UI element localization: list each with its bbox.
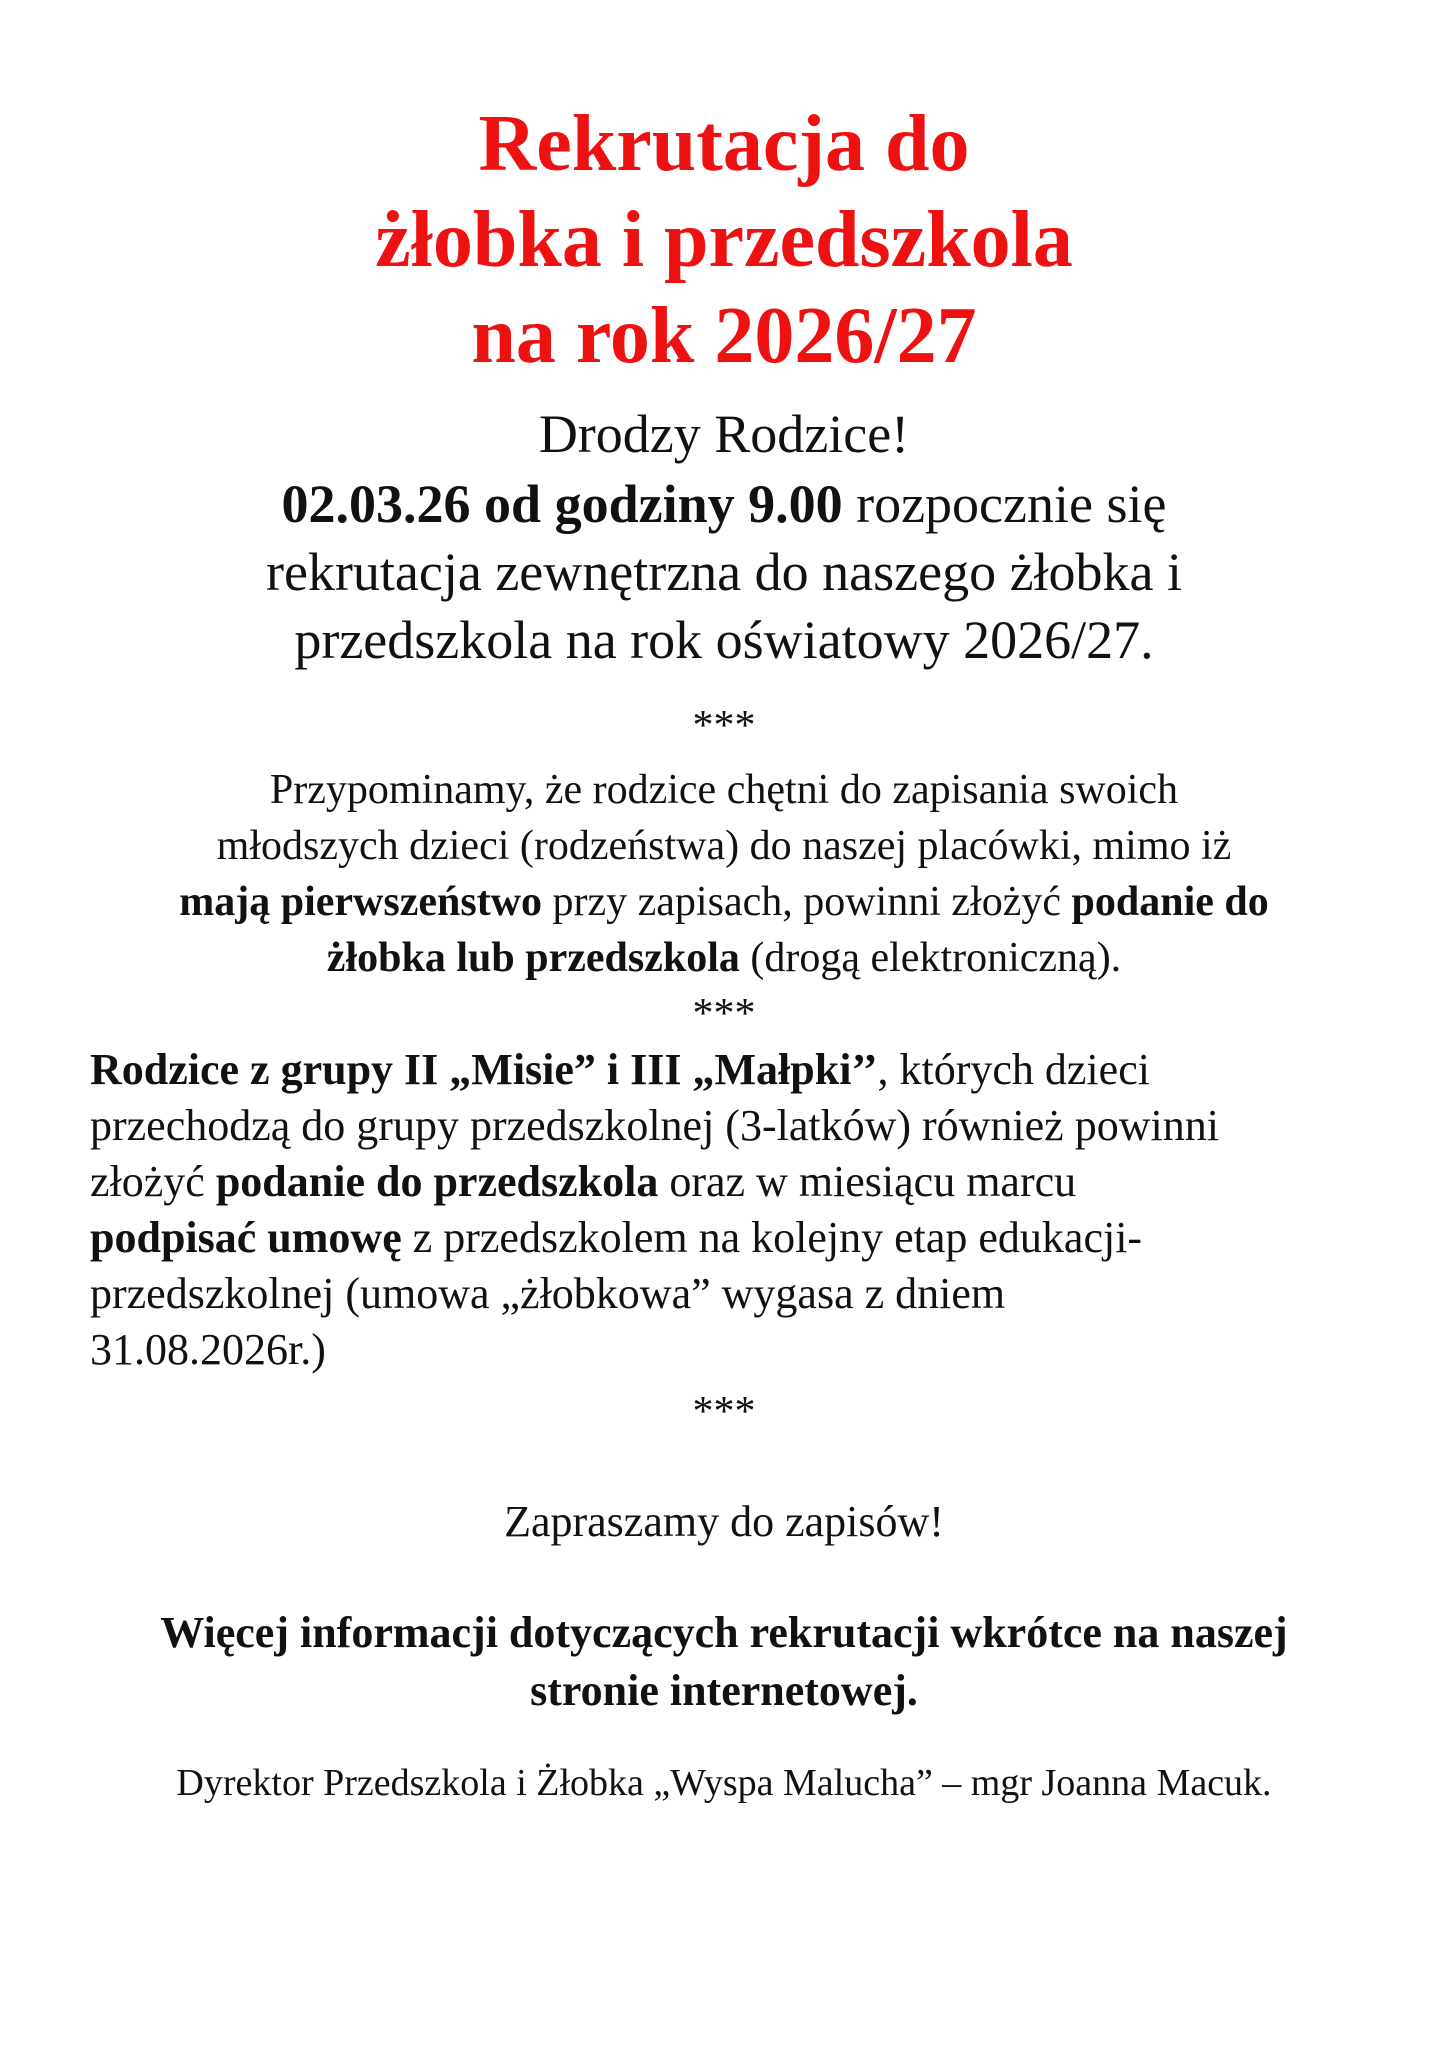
intro-line-1-text: rozpocznie się bbox=[842, 474, 1167, 534]
priority-line-3 bbox=[0, 874, 1448, 930]
priority-notice bbox=[0, 762, 1448, 986]
groups-line-1-text: , których dzieci bbox=[877, 1045, 1150, 1094]
separator-1: *** bbox=[692, 703, 756, 749]
start-date: 02.03.26 od godziny 9.00 bbox=[281, 474, 843, 534]
announcement-title bbox=[0, 96, 1448, 384]
title-line-1: Rekrutacja do bbox=[478, 100, 970, 188]
separator-3: *** bbox=[692, 1389, 756, 1435]
intro-line-1 bbox=[0, 470, 1448, 538]
priority-line-3-text: przy zapisach, powinni złożyć bbox=[542, 879, 1072, 925]
groups-line-5: przedszkolnej (umowa „żłobkowa” wygasa z dniem bbox=[90, 1269, 1006, 1318]
groups-bold-2: podanie do przedszkola bbox=[215, 1157, 659, 1206]
intro-line-3: przedszkola na rok oświatowy 2026/27. bbox=[294, 610, 1154, 670]
groups-line-3 bbox=[90, 1154, 1370, 1210]
more-info bbox=[0, 1604, 1448, 1720]
groups-line-2: przechodzą do grupy przedszkolnej (3-latków) również powinni bbox=[90, 1101, 1219, 1150]
priority-bold-1: mają pierwszeństwo bbox=[179, 879, 543, 925]
priority-bold-2: podanie do bbox=[1071, 879, 1269, 925]
invitation: Zapraszamy do zapisów! bbox=[504, 1497, 944, 1546]
groups-line-4-text: z przedszkolem na kolejny etap edukacji- bbox=[401, 1213, 1143, 1262]
intro-line-2: rekrutacja zewnętrzna do naszego żłobka i bbox=[265, 542, 1183, 602]
groups-line-4 bbox=[90, 1210, 1370, 1266]
priority-line-1: Przypominamy, że rodzice chętni do zapisania swoich bbox=[269, 767, 1179, 813]
director-signature: Dyrektor Przedszkola i Żłobka „Wyspa Malucha” – mgr Joanna Macuk. bbox=[176, 1762, 1272, 1804]
title-line-3: na rok 2026/27 bbox=[471, 292, 977, 380]
separator-2: *** bbox=[692, 991, 756, 1037]
priority-line-4 bbox=[0, 930, 1448, 986]
groups-line-6: 31.08.2026r.) bbox=[90, 1325, 326, 1374]
intro-paragraph bbox=[0, 470, 1448, 674]
groups-bold-1: Rodzice z grupy II „Misie” i III „Małpki’’ bbox=[90, 1045, 878, 1094]
groups-line-3-text: oraz w miesiącu marcu bbox=[658, 1157, 1077, 1206]
more-info-line-2: stronie internetowej. bbox=[530, 1666, 918, 1715]
groups-notice bbox=[90, 1042, 1370, 1378]
priority-bold-3: żłobka lub przedszkola bbox=[326, 935, 740, 981]
priority-line-2: młodszych dzieci (rodzeństwa) do naszej placówki, mimo iż bbox=[216, 823, 1232, 869]
groups-bold-3: podpisać umowę bbox=[90, 1213, 402, 1262]
greeting: Drodzy Rodzice! bbox=[538, 404, 910, 464]
title-line-2: żłobka i przedszkola bbox=[375, 196, 1073, 284]
more-info-line-1: Więcej informacji dotyczących rekrutacji wkrótce na naszej bbox=[160, 1608, 1288, 1657]
priority-line-4-text: (drogą elektroniczną). bbox=[739, 935, 1122, 981]
groups-line-1 bbox=[90, 1042, 1370, 1098]
groups-line-3-pre: złożyć bbox=[90, 1157, 216, 1206]
